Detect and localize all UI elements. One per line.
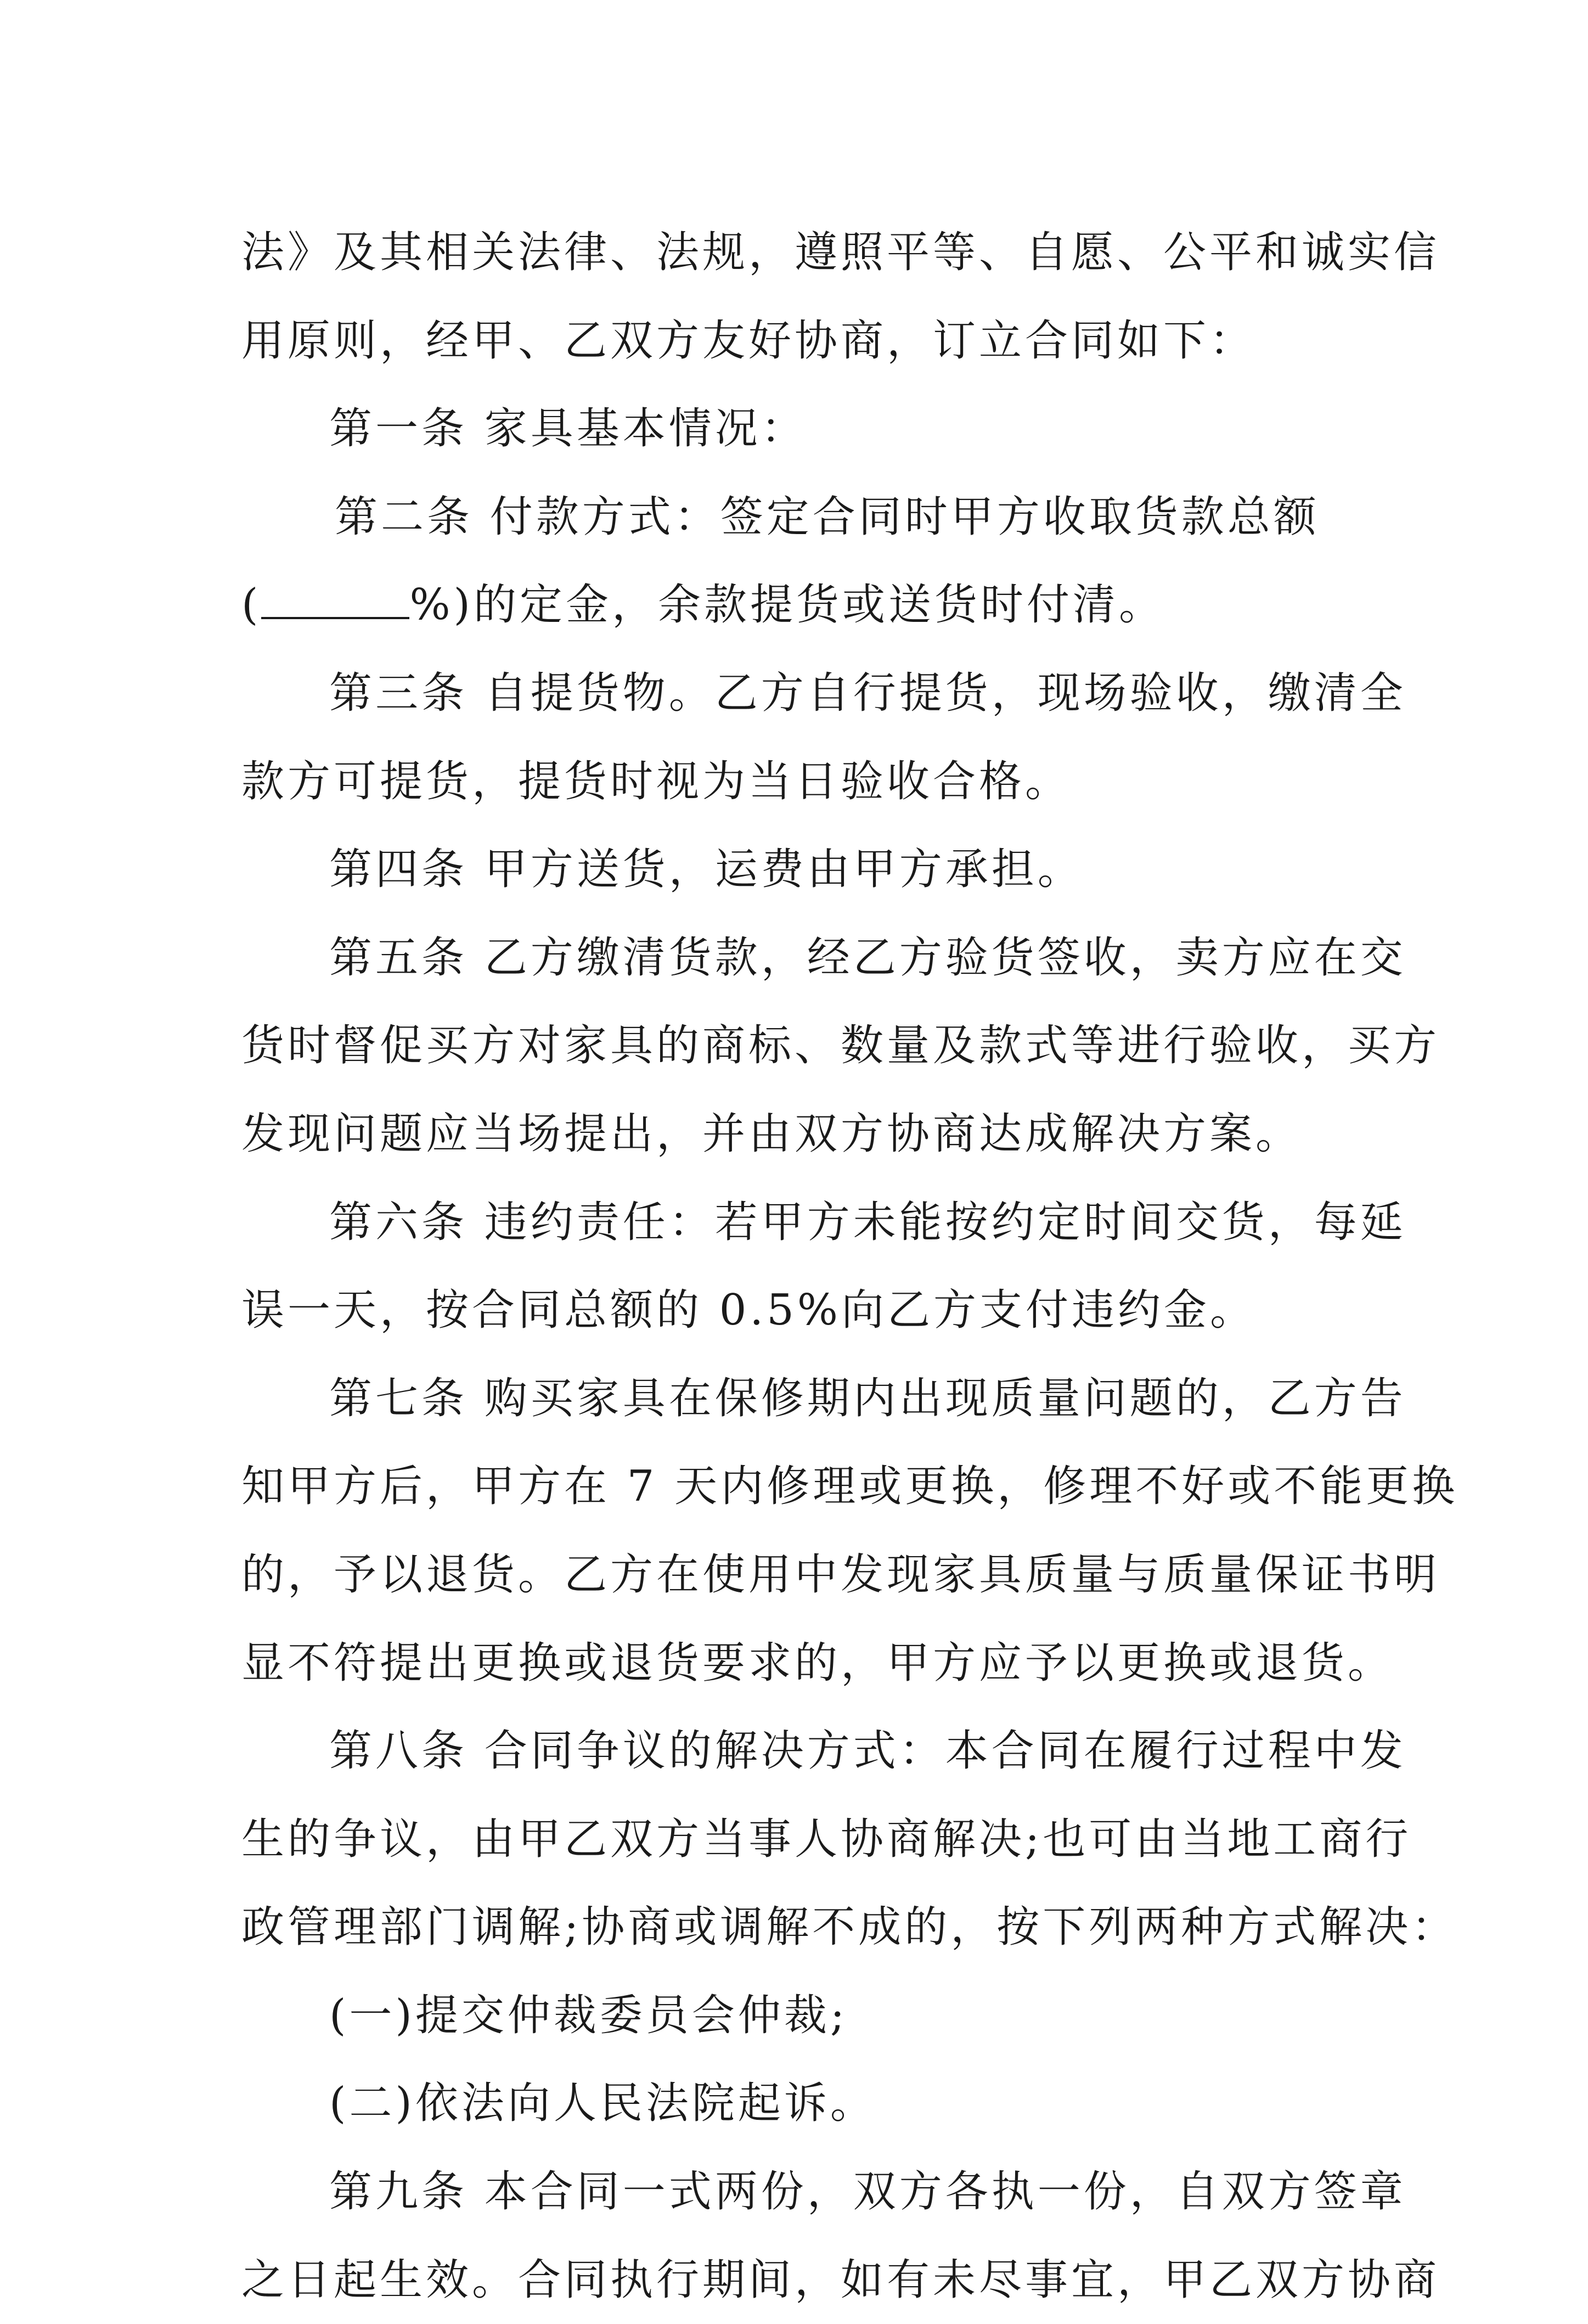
text-line: 知甲方后，甲方在 7 天内修理或更换，修理不好或不能更换 <box>241 1462 1459 1512</box>
text-line: 法》及其相关法律、法规，遵照平等、自愿、公平和诚实信 <box>241 228 1440 277</box>
text-line: 政管理部门调解;协商或调解不成的，按下列两种方式解决： <box>241 1902 1458 1952</box>
clause-4-text: 第四条 甲方送货，运费由甲方承担。 <box>329 845 1084 895</box>
clause-1-heading: 第一条 家具基本情况： <box>329 404 807 454</box>
clause-2-text: 第二条 付款方式：签定合同时甲方收取货款总额 <box>335 492 1320 542</box>
deposit-text: %)的定金，余款提货或送货时付清。 <box>409 580 1165 630</box>
text-line: 误一天，按合同总额的 0.5%向乙方支付违约金。 <box>241 1286 1256 1335</box>
clause-9-text: 第九条 本合同一式两份，双方各执一份，自双方签章 <box>329 2167 1406 2217</box>
clause-7-text: 第七条 购买家具在保修期内出现质量问题的，乙方告 <box>329 1373 1406 1423</box>
text-line-with-blank <box>241 561 1361 649</box>
text-line: 用原则，经甲、乙双方友好协商，订立合同如下： <box>241 316 1256 366</box>
clause-5-text: 第五条 乙方缴清货款，经乙方验货签收，卖方应在交 <box>329 933 1406 983</box>
dispute-option-2: (二)依法向人民法院起诉。 <box>329 2079 876 2129</box>
text-line: 之日起生效。合同执行期间，如有未尽事宜，甲乙双方协商 <box>241 2255 1440 2305</box>
document-body <box>241 209 1459 2324</box>
text-line: 货时督促买方对家具的商标、数量及款式等进行验收，买方 <box>241 1021 1440 1071</box>
text-line: 显不符提出更换或退货要求的，甲方应予以更换或退货。 <box>241 1638 1394 1688</box>
clause-6-text: 第六条 违约责任：若甲方未能按约定时间交货，每延 <box>329 1197 1406 1247</box>
clause-3-text: 第三条 自提货物。乙方自行提货，现场验收，缴清全 <box>329 668 1406 718</box>
deposit-percent-blank <box>261 584 409 619</box>
text-line: 款方可提货，提货时视为当日验收合格。 <box>241 756 1072 806</box>
paren-open: ( <box>241 580 262 630</box>
clause-8-text: 第八条 合同争议的解决方式：本合同在履行过程中发 <box>329 1726 1406 1776</box>
text-line: 的，予以退货。乙方在使用中发现家具质量与质量保证书明 <box>241 1550 1440 1599</box>
dispute-option-1: (一)提交仲裁委员会仲裁; <box>329 1990 848 2040</box>
text-line: 发现问题应当场提出，并由双方协商达成解决方案。 <box>241 1109 1302 1159</box>
text-line: 生的争议，由甲乙双方当事人协商解决;也可由当地工商行 <box>241 1814 1412 1864</box>
